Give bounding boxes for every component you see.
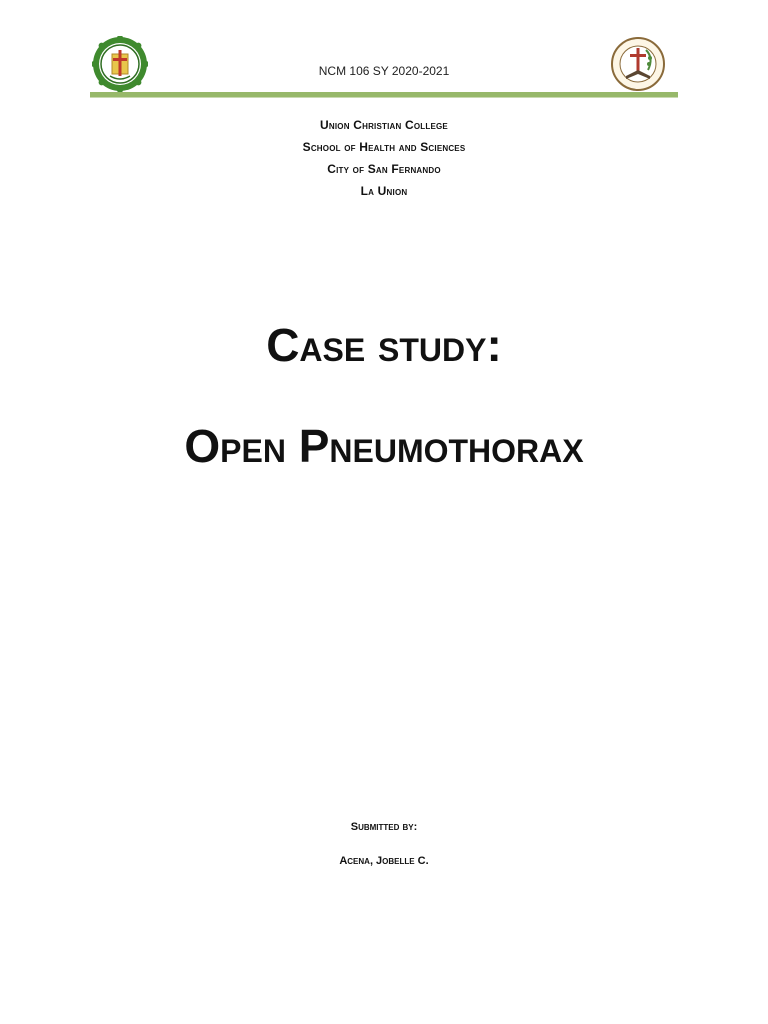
document-title-line-1: Case study: <box>266 319 502 371</box>
city-name: City of San Fernando <box>327 162 441 176</box>
church-seal-icon <box>610 36 666 92</box>
document-title-line-2: Open Pneumothorax <box>184 420 584 472</box>
author-name: Acena, Jobelle C. <box>339 855 429 867</box>
school-name: School of Health and Sciences <box>302 140 466 154</box>
header-divider-shadow <box>90 97 678 98</box>
course-code: NCM 106 SY 2020-2021 <box>318 64 450 78</box>
institution-name: Union Christian College <box>320 118 448 132</box>
province-name: La Union <box>360 184 408 198</box>
submitted-by-label: Submitted by: <box>350 821 418 833</box>
